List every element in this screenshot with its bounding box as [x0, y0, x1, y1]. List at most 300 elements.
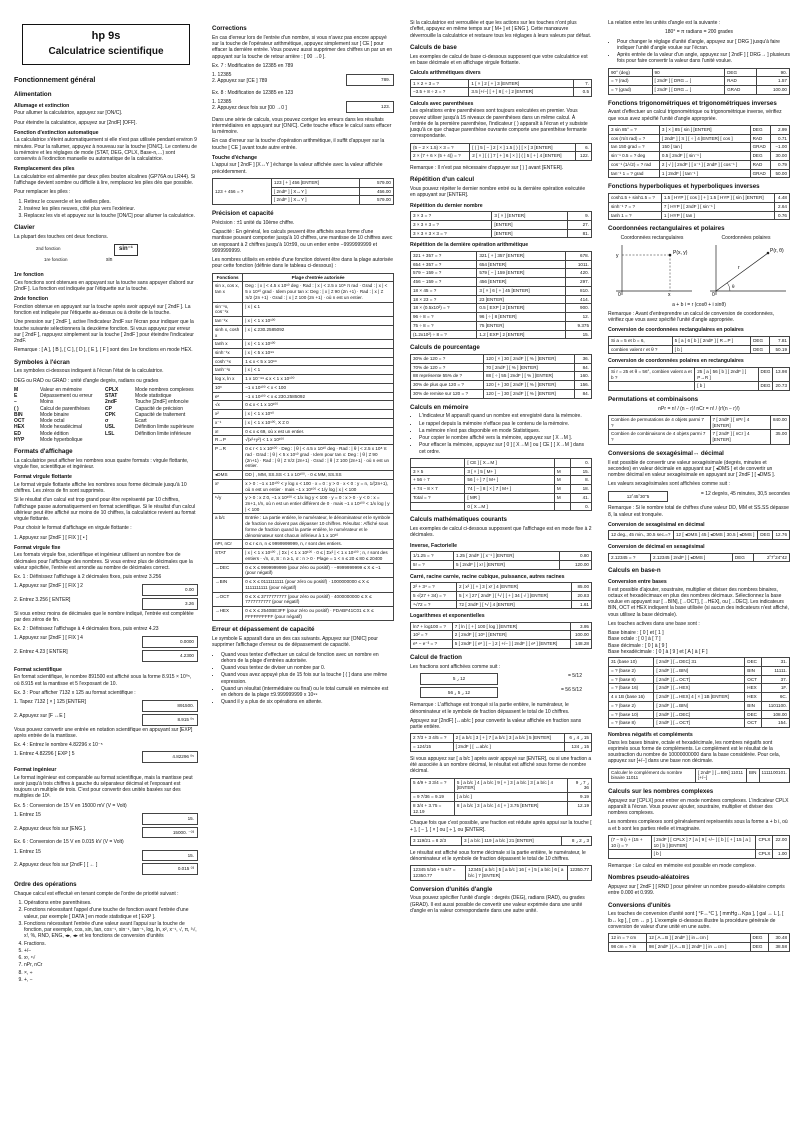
table-cell: 7. [574, 79, 592, 88]
table-cell: 70% de 120 = ? [411, 363, 484, 372]
flag-cell: CP [105, 405, 112, 412]
table-row [411, 476, 592, 485]
step-keys: 1. Tapez 7132 [ × ] 125 [ENTER] [14, 699, 87, 706]
inv-table [410, 551, 592, 569]
table-cell: 9. [568, 212, 592, 221]
table-cell: 27. [568, 220, 592, 229]
svg-text:0: 0 [618, 292, 621, 298]
table-cell: 7 [ 2ndF ] [ nCr ] 4 [ENTER] [710, 430, 770, 444]
table-cell: RAD [750, 160, 771, 169]
frac-display-2 [420, 687, 582, 699]
heading-power: Alimentation [14, 91, 52, 98]
page-title: Calculatrice scientifique [48, 45, 164, 57]
table-cell: xʸ [213, 479, 243, 493]
text-cplx: Appuyez sur [CPLX] pour entrer en mode nombres complexes. L'indicateur CPLX apparaît à l'écran. Vous pouvez ajouter, soustraire, multiplier et diviser des nombres complexes. [608, 797, 789, 817]
table-cell: 1.2 [ EXP ] 2 [ENTER] [477, 330, 565, 339]
table-row [213, 563, 394, 577]
table-row [411, 260, 592, 269]
text-sexa: Il est possible de convertir une valeur sexagésimale (degrés, minutes et secondes) en valeur décimale en appuyant sur [ ◂DMS ] et de convertir un nombre décimal en valeur sexagésimale en appuyant sur [ 2ndF ] [ ◂DMS ]. [608, 459, 776, 479]
table-row [609, 367, 790, 381]
table-cell: −1 x 10¹⁰⁰ < x < 100 [243, 383, 394, 392]
paren-table [410, 143, 592, 161]
text-sexa2: Les valeurs sexagésimales sont affichées comme suit : [608, 481, 730, 488]
svg-text:x: x [668, 292, 671, 298]
example-8: Ex. 8 : Modification de 12385 en 123 [212, 89, 294, 96]
text-paren: Les opérations entre parenthèses sont toujours exécutées en premier. Vous pouvez utiliser jusqu'à 15 niveaux de parenthèses dans un même calcul. À l'entrée de la première parenthèse, l'indicateur ( ) apparaît à l'écran et y subsiste jusqu'à ce que chaque parenthèse ouvrante comporte une parenthèse fermante correspondante. [410, 108, 588, 140]
table-cell: 12350.77 [567, 866, 591, 880]
table-cell: 1 [ HYP ] [ tan ] [661, 211, 774, 220]
table-cell: DEG [750, 125, 771, 134]
table-row [411, 220, 592, 229]
table-cell: 3 sin 85° = ? [609, 125, 660, 134]
table-cell [554, 502, 570, 511]
flag-cell: σ [105, 418, 109, 424]
example-8-lcd: 123. [346, 101, 394, 113]
table-row [609, 675, 790, 684]
table-cell: 12 deg., 45 min., 30.5 sec.=? [609, 531, 674, 540]
table-row [213, 479, 394, 493]
table-row [411, 583, 592, 592]
heading-sexa: Conversions de sexagésimal↔ décimal [608, 449, 724, 457]
text-float2: Si le résultat d'un calcul est trop grand pour être représenté par 10 chiffres, l'affichage passe automatiquement en format scientifique. Si le résultat d'un calcul ultérieur peut être affiché sur moins de 10 chiffres, la calculatrice revient au format virgule flottante. [14, 497, 196, 522]
heading-log: Logarithmes et exponentielles [410, 613, 485, 620]
table-cell: RAD [750, 134, 771, 143]
table-cell: STAT [213, 549, 243, 563]
table-cell: 81. [568, 229, 592, 238]
table-row [213, 340, 394, 349]
step-keys: 2. Appuyez deux fois sur [ENG ]. [14, 825, 87, 832]
text-fixed2: Si vous entrez moins de décimales que le nombre indiqué, l'entrée est complétée par des zéros de fin. [14, 610, 194, 623]
table-cell: [ MR ] [465, 493, 555, 502]
flag-cell: Moins [40, 399, 54, 406]
table-row [411, 743, 592, 752]
frac-val-1: = 5/12 [567, 672, 582, 679]
table-row [411, 363, 592, 372]
table-cell: x⁻¹ [213, 418, 243, 427]
table-cell: [ b ] [651, 850, 756, 859]
table-cell: Si r = 25 et θ = 56°, combien valent a et b ? [609, 367, 695, 381]
table-cell: = ? (rad) [609, 77, 653, 86]
table-cell: 7 [ ln ] [ + ] 100 [ log ] [ENTER] [452, 622, 570, 631]
table-cell: 18 × 23 = ? [411, 295, 477, 304]
list-item: • Après entrée de la valeur d'un angle, appuyez sur [ 2ndF ] [ DRG→ ] plusieurs fois pour faire convertir la valeur dans l'unité voulue. [617, 52, 790, 65]
table-cell: 5 [ 2ndF ] [ x! ] [ENTER] [454, 560, 560, 569]
table-cell: 31. [762, 658, 790, 667]
table-cell: 12.76 [773, 531, 790, 540]
table-row [609, 336, 790, 345]
table-cell: [ 2ndF ] [→OCT] [654, 719, 745, 728]
step-lcd: 891500. [142, 700, 198, 712]
table-cell: 1011. [565, 260, 591, 269]
list-item: Base décimale : [ 0 ] à [ 9 ] [608, 642, 668, 649]
table-cell: x² [213, 410, 243, 419]
text-display: La calculatrice peut afficher les nombres sous quatre formats : virgule flottante, virgule fixe, scientifique et ingénieur. [14, 457, 189, 470]
table-cell: 5 4/9 + 3 3/4 = ? [411, 778, 455, 792]
text-corr3: En cas d'erreur sur la touche d'opération arithmétique, il suffit d'appuyer sur la touche [ CE ] avant toute autre entrée. [212, 138, 385, 151]
heading-onoff: Allumage et extinction [14, 102, 70, 109]
table-row [213, 302, 394, 316]
table-cell: [ b ] [672, 345, 750, 354]
table-cell: CPLX [756, 850, 773, 859]
table-cell: 9.19 [567, 793, 591, 802]
step-lcd: 15. [142, 850, 198, 862]
text-trig: Avant d'effectuer un calcul trigonométrique ou trigonométrique inverse, vérifiez que vous avez spécifié l'unité d'angle appropriée. [608, 109, 782, 122]
table-row [411, 330, 592, 339]
heading-hyp: Fonctions hyperboliques et hyperboliques inverses [608, 183, 760, 191]
log-table [410, 622, 592, 649]
coords-equation: a + b i = r (cosθ + i sinθ) [672, 301, 726, 308]
table-cell: cosh1.5 + sinh1.5 = ? [609, 194, 662, 203]
table-cell: [ 2ndF ] [→HEX] [654, 684, 745, 693]
heading-corrections: Corrections [212, 25, 247, 32]
table-cell: 12. [565, 313, 591, 322]
table-cell: sin x, cos x, tan x [213, 282, 243, 302]
text-math: Les exemples de calcul ci-dessous supposent que l'affichage est en mode fixe à 2 décimales. [410, 526, 592, 539]
table-cell: 2.12345 = ? [609, 553, 651, 562]
table-cell: √x [213, 401, 243, 410]
table-row [609, 531, 790, 540]
table-cell: 25 [ a ] 56 [ b ] [ 2ndF ] [ P→R ] [695, 367, 758, 381]
table-cell: (1.2x10²) ÷ 8 = ? [411, 330, 477, 339]
table-cell: 75 [ENTER] [477, 321, 565, 330]
example-8-steps [212, 99, 287, 117]
table-row [411, 79, 592, 88]
step-lcd: 8.915 ⁰⁵ [142, 714, 198, 726]
table-cell: R→P [213, 436, 243, 445]
table-cell: 810. [565, 286, 591, 295]
table-cell: 0 ≤ X ≤ 2540BE3FF (pour zéro ou positif) · FDABF41C01 ≤ X ≤ FFFFFFFFFF (pour négatif) [243, 606, 394, 620]
table-cell: GRAD [750, 169, 771, 178]
frac-table-3 [410, 836, 592, 846]
flag-list [14, 387, 198, 443]
table-row [609, 710, 790, 719]
text-battery2: Pour remplacer les piles : [14, 189, 71, 196]
step-lcd: 0.00 [142, 584, 198, 596]
text-on: Pour allumer la calculatrice, appuyez sur [ON/C]. [14, 110, 123, 117]
example-2-steps [14, 635, 198, 662]
table-row [609, 934, 790, 943]
table-cell: 1.5 [ HYP ] [ cos ] [ + ] 1.5 [ HYP ] [ sin ] [ENTER] [661, 194, 774, 203]
table-cell: Combien de permutations de 4 objets parmi 7 ? [609, 415, 711, 429]
example-step [14, 699, 198, 713]
table-row [411, 143, 592, 152]
flag-cell: Mode hyperbolique [40, 436, 83, 443]
table-row [411, 229, 592, 238]
title-box [22, 24, 190, 65]
table-cell: 3 × 3 × 3 × 3 = ? [411, 229, 492, 238]
table-cell: 120 [ × ] 30 [ 2ndF ] [ % ] [ENTER] [484, 354, 575, 363]
flag-cell: Mode nombres complexes [135, 386, 194, 393]
table-cell: M [554, 467, 570, 476]
table-row [213, 578, 394, 592]
table-row [411, 295, 592, 304]
table-header: Plage d'entrée autorisée [243, 273, 394, 282]
table-cell: 15. [571, 467, 592, 476]
heading-mem: Calculs en mémoire [410, 403, 469, 411]
list-item: 1. Retirez le couvercle et les vieilles piles. [24, 199, 198, 205]
svg-text:r: r [738, 265, 740, 272]
heading-frac: Calcul de fraction [410, 653, 462, 661]
table-cell: Total = ? [411, 493, 465, 502]
table-cell: [ 2ndF ] [→BIN] [654, 666, 745, 675]
table-row [411, 354, 592, 363]
svg-text:0: 0 [712, 292, 715, 298]
text-corr: En cas d'erreur lors de l'entrée d'un nombre, si vous n'avez pas encore appuyé sur la touche de l'opérateur arithmétique, appuyez simplement sur [ CE ] pour effacer la dernière entrée. Vous pouvez aussi supprimer des chiffres un par un en appuyant sur la touche de retour arrière : [ 00 →0 ]. [212, 34, 393, 60]
flag-row [14, 437, 198, 443]
table-cell: 5 [ × ] 27 [ 2ndF ] [ ³√ ] [ + ] 34 [ √ ] [ENTER] [457, 591, 572, 600]
example-step [14, 812, 198, 826]
table-row [213, 401, 394, 410]
swap-key: [ 2ndF ] [ X↔Y ] [271, 187, 359, 196]
table-row [213, 366, 394, 375]
example-step [14, 713, 198, 727]
table-cell: 1 [ 2ndF ] [ tan⁻¹ ] [659, 169, 750, 178]
example-5-steps [14, 812, 198, 839]
perm-formula: nPr = n! / (n − r)! nCr = n! / (r!(n − r)!) [658, 405, 740, 412]
figure-rect-title: Coordonnées rectangulaires [620, 235, 684, 242]
flag-cell [105, 437, 133, 443]
table-cell: RAD [725, 77, 757, 86]
example-step [14, 826, 198, 840]
table-cell: 321 + 357 = ? [411, 251, 477, 260]
heading-s2d: Conversion de sexagésimal en décimal [608, 521, 705, 528]
heading-sci: Format scientifique [14, 666, 62, 673]
table-cell: DEG [725, 68, 757, 77]
table-cell: [ 2ndF ] [ DRG→ ] [652, 85, 725, 94]
text-basic: Les exemples de calcul de base ci-dessous supposent que votre calculatrice est en base décimale et en affichage virgule flottante. [410, 53, 588, 66]
table-cell: x > 0 : −1 x 10¹⁰⁰ < y log x < 100 · x = 0 : y > 0 · x < 0 : y = n, 1/(2n+1), où n est un entier · mais −1 x 10¹⁰⁰ < 1/y log | x | < 100 [243, 479, 394, 493]
text-rel: La relation entre les unités d'angle est la suivante : [608, 20, 721, 26]
table-cell: DEG [750, 152, 771, 161]
table-cell: 50.00 [771, 169, 790, 178]
table-cell: 900. [565, 304, 591, 313]
arith-table [410, 79, 592, 97]
table-cell: BIN [746, 768, 759, 782]
text-angle: Vous pouvez spécifier l'unité d'angle : degrés (DEG), radians (RAD), ou grades (GRAD). Il est aussi possible de convertir une valeur exprimée dans une unité d'angle en la valeur correspondante dans une autre unité. [410, 895, 585, 914]
flag-cell: STAT [105, 393, 118, 399]
flag-cell: Calcul de parenthèses [40, 405, 90, 412]
mem-list [410, 413, 592, 455]
table-cell: [ 2ndF ] [ ↔ab/c ] [453, 743, 564, 752]
list-item: 8. ×, ÷ [24, 970, 198, 976]
table-cell: 156. [575, 381, 592, 390]
table-row [411, 502, 592, 511]
table-row [213, 418, 394, 427]
table-cell: 8 3/4 + 3.75 = 12.19 [411, 801, 455, 815]
table-cell: 3 [ × ] 85 [ sin ] [ENTER] [659, 125, 750, 134]
table-cell: = ? (base 2) [609, 666, 654, 675]
table-row [609, 701, 790, 710]
table-cell: 1/1.25 = ? [411, 552, 454, 561]
table-cell: GRAD [750, 143, 771, 152]
flag-cell [135, 437, 198, 443]
list-item: • Quand vous avez appuyé plus de 15 fois sur la touche [ ( ] dans une même expression. [221, 672, 394, 685]
table-cell: ˣ√y [213, 494, 243, 514]
table-row [411, 372, 592, 381]
flag-cell: USL [105, 424, 115, 431]
table-cell: M [554, 485, 570, 494]
table-cell: M [554, 493, 570, 502]
list-item: 2. Fonctions nécessitant l'appel d'une touche de fonction avant l'entrée d'une valeur, par exemple [ DATA ] en mode statistique et [ EXP ]. [24, 907, 198, 920]
example-7-lcd: 789. [346, 74, 394, 86]
heading-display: Formats d'affichage [14, 448, 73, 455]
frac-lcd-2: 56 ⌟ 5 ⌟ 12 [420, 687, 498, 699]
table-cell: tanh x [213, 340, 243, 349]
table-cell: | x | ≤ 230.2585092 [243, 325, 394, 339]
table-cell: 100.00 [756, 85, 789, 94]
text-sexa3: Remarque : Si le nombre total de chiffres d'une valeur DD, MM et SS.SS dépasse 8, la valeur est tronquée. [608, 505, 789, 518]
cplx-table [608, 835, 790, 859]
table-row [609, 85, 790, 94]
table-row [213, 357, 394, 366]
table-row [609, 160, 790, 169]
table-cell: = ? (base 8) [609, 719, 654, 728]
table-header-row [213, 273, 394, 282]
list-item: 5. +/− [24, 948, 198, 954]
table-cell: ⁴√72 = ? [411, 600, 457, 609]
table-row [213, 436, 394, 445]
table-row [213, 494, 394, 514]
table-cell: 1.00 [773, 850, 790, 859]
frac-val-2: = 56 5/12 [561, 686, 582, 693]
swap-expr: 123 + 456 = ? [213, 178, 272, 204]
table-cell: 120 [ − ] 30 [ 2ndF ] [ % ] [ENTER] [484, 389, 575, 398]
table-cell: + 74 − 8 × 7 [411, 485, 465, 494]
table-cell: 5 [ 2ndF ] [ eˣ ] [ − ] 2 [ +/− ] [ 2ndF ] [ eˣ ] [ENTER] [452, 640, 570, 649]
table-cell: 5 [ a ] 6 [ b ] [ 2ndF ] [ R→P ] [672, 336, 750, 345]
table-row [213, 606, 394, 620]
table-cell: 5 [ a b/c ] 4 [ a b/c ] 9 [ + ] 3 [ a b/c ] 3 [ a b/c ] 4 [ENTER] [454, 778, 567, 792]
table-cell: [ 2ndF ] [→DEC] [654, 710, 745, 719]
table-cell: 7 [ 2ndF ] [ nPr ] 4 [ENTER] [710, 415, 770, 429]
table-cell: 148.28 [571, 640, 592, 649]
table-cell: 98 cm = ? in [609, 942, 647, 951]
table-row [609, 125, 790, 134]
table-cell [411, 502, 465, 511]
text-sci: En format scientifique, le nombre 891500 est affiché sous la forme 8.915 × 10⁰⁵, où 8.915 est la mantisse et 5 l'exposant de 10. [14, 674, 192, 687]
sq-table [410, 582, 592, 609]
example-step [14, 849, 198, 863]
heading-swap: Touche d'échange [212, 154, 257, 161]
heading-basic: Calculs de base [410, 43, 457, 51]
flag-cell: CPK [105, 411, 116, 418]
text-swap: L'appui sur [ 2ndF ] [X↔Y ] échange la valeur affichée avec la valeur affichée précédemment. [212, 162, 383, 175]
table-cell: −1.00 [771, 143, 790, 152]
table-cell: 840.00 [770, 415, 789, 429]
heading-repnum: Répétition du dernier nombre [410, 202, 483, 209]
table-row [609, 152, 790, 161]
table-cell: [ b ] [695, 382, 758, 391]
table-cell: y > 0 : x ≠ 0, −1 x 10¹⁰⁰ < 1/x log y < 100 · y = 0 : x > 0 · y < 0 : x = 2n+1, I/n, où n est un entier différent de 0 · mais −1 x 10¹⁰⁰ < 1/x log | y | < 100 [243, 494, 394, 514]
table-cell: 8 [ a b/c ] 3 [ a b/c ] 4 [ + ] 3.75 [ENTER] [454, 801, 567, 815]
table-cell: 12 in = ? cm [609, 934, 647, 943]
table-cell: 11111. [762, 666, 790, 675]
table-cell: = ? (base 10) [609, 710, 654, 719]
heading-autooff: Fonction d'extinction automatique [14, 129, 99, 136]
table-cell: OCT [745, 675, 762, 684]
table-row [213, 471, 394, 480]
swap-key: [ 2ndF ] [ X↔Y ] [271, 196, 359, 205]
sexa-lcd: 12˚45˚30"5 [608, 491, 668, 503]
angle-list [608, 39, 790, 65]
table-cell: 108.00 [762, 710, 790, 719]
table-cell: Entrée : La partie entière, le numérateur, le dénominateur et le symbole de fraction ne doivent pas dépasser 10 chiffres. Résultat : Affiché sous forme de fraction quand la partie entière, le numérateur et le dénominateur sont chacun inférieur à 1 x 10¹⁰ [243, 514, 394, 540]
table-cell: 1 [ × ] 2 [ + ] 3 [ENTER] [469, 79, 574, 88]
svg-text:y: y [616, 253, 619, 260]
table-row [411, 458, 592, 467]
table-cell: 654 [ENTER] [477, 260, 565, 269]
heading-neg: Nombres négatifs et compléments [608, 732, 693, 738]
table-cell: →DEC [213, 563, 243, 577]
base-list [608, 630, 790, 655]
table-cell: 1 x 10⁻⁹⁹ ≤ x < 1 x 10¹⁰⁰ [243, 375, 394, 384]
table-cell: 72 [ 2ndF ] [ ˣ√ ] 4 [ENTER] [457, 600, 572, 609]
table-cell: 4 x 1B (base 16) [609, 693, 654, 702]
table-row [411, 622, 592, 631]
example-8-row [212, 99, 394, 117]
table-cell: 30.00 [771, 152, 790, 161]
table-cell: = ? (grad) [609, 85, 653, 94]
table-cell [609, 850, 652, 859]
table-cell: −1 x 10¹⁰⁰ < x ≤ 230.2585092 [243, 392, 394, 401]
text-frac5: Chaque fois que c'est possible, une fraction est réduite après appui sur la touche [ + ], [ − ], [ × ] ou [ ÷ ], ou [ENTER]. [410, 820, 592, 833]
example-5: Ex. 5 : Conversion de 15 V en 15000 mV (V = Volt) [14, 802, 127, 809]
base-table [608, 657, 790, 728]
text-neg: Dans les bases binaire, octale et hexadécimale, les nombres négatifs sont exprimés sous forme de compléments. Le complément est le résultat de la soustraction du nombre de 10000000000 dans la base considérée. Pour cela, appuyez sur [+/−] dans une base non décimale. [608, 739, 781, 765]
heading-battery: Remplacement des piles [14, 166, 75, 173]
repop-table [410, 251, 592, 339]
table-cell: 75 ÷ 8 = ? [411, 321, 477, 330]
table-cell: 0. [571, 458, 592, 467]
table-cell: DEG [732, 553, 753, 562]
flag-cell: Mode octal [40, 418, 65, 424]
text-error: Le symbole E apparaît dans un des cas suivants. Appuyez sur [ONIC] pour supprimer l'affichage d'erreur ou de dépassement de capacité. [212, 636, 378, 649]
table-cell: 2 [ √ ] [ 2ndF ] [ x⁻¹ ] [ 2ndF ] [ cos⁻¹ ] [659, 160, 750, 169]
table-cell: DEG [751, 336, 770, 345]
table-cell: | x | ≤ 1 [243, 302, 394, 316]
column-1 [14, 20, 198, 1126]
text-fixed: Les formats virgule fixe, scientifique et ingénieur utilisent un nombre fixe de décimales pour l'affichage des nombres. Si vous entrez plus de décimales que la valeur spécifiée, l'entrée est arrondie au nombre de décimales correct. [14, 552, 193, 571]
table-row [213, 514, 394, 540]
r2p-table [608, 336, 790, 354]
table-row [411, 793, 592, 802]
table-cell: [ 2ndF ] [→OCT] [654, 675, 745, 684]
flag-cell: Mode statistique [135, 393, 172, 399]
table-row [411, 251, 592, 260]
table-row [213, 282, 394, 302]
table-cell: [ENTER] [492, 229, 568, 238]
flag-cell: Valeur en mémoire [40, 386, 82, 393]
table-cell: tanh 1 = ? [609, 211, 662, 220]
table-cell: 678. [565, 251, 591, 260]
table-cell: cosh⁻¹x [213, 357, 243, 366]
table-cell: →BIN [213, 578, 243, 592]
flag-cell: Mode hexadécimal [40, 424, 82, 431]
mem-table [410, 458, 592, 511]
figure-polar [702, 235, 790, 300]
table-cell: P→R [213, 445, 243, 471]
table-cell: | x | < 5 x 10⁹⁹ [243, 349, 394, 358]
table-cell: 124 ⌟ 15 [564, 743, 591, 752]
table-cell: OCT [745, 719, 762, 728]
table-row [411, 560, 592, 569]
table-cell: 0.79 [771, 160, 790, 169]
text-degradgrad: DEG ou RAD ou GRAD : unité d'angle degrés, radians ou grades [14, 377, 159, 384]
text-order: Chaque calcul est effectué en tenant compte de l'ordre de priorité suivant : [14, 890, 179, 897]
text-capacity2: Les nombres utilisés en entrée d'une fonction doivent être dans la plage autorisée pour cette fonction (définie dans le tableau ci-dessous) : [212, 257, 394, 270]
table-cell: 100.00 [571, 631, 592, 640]
heading-sq: Carré, racine carrée, racine cubique, puissance, autres racines [410, 573, 565, 580]
